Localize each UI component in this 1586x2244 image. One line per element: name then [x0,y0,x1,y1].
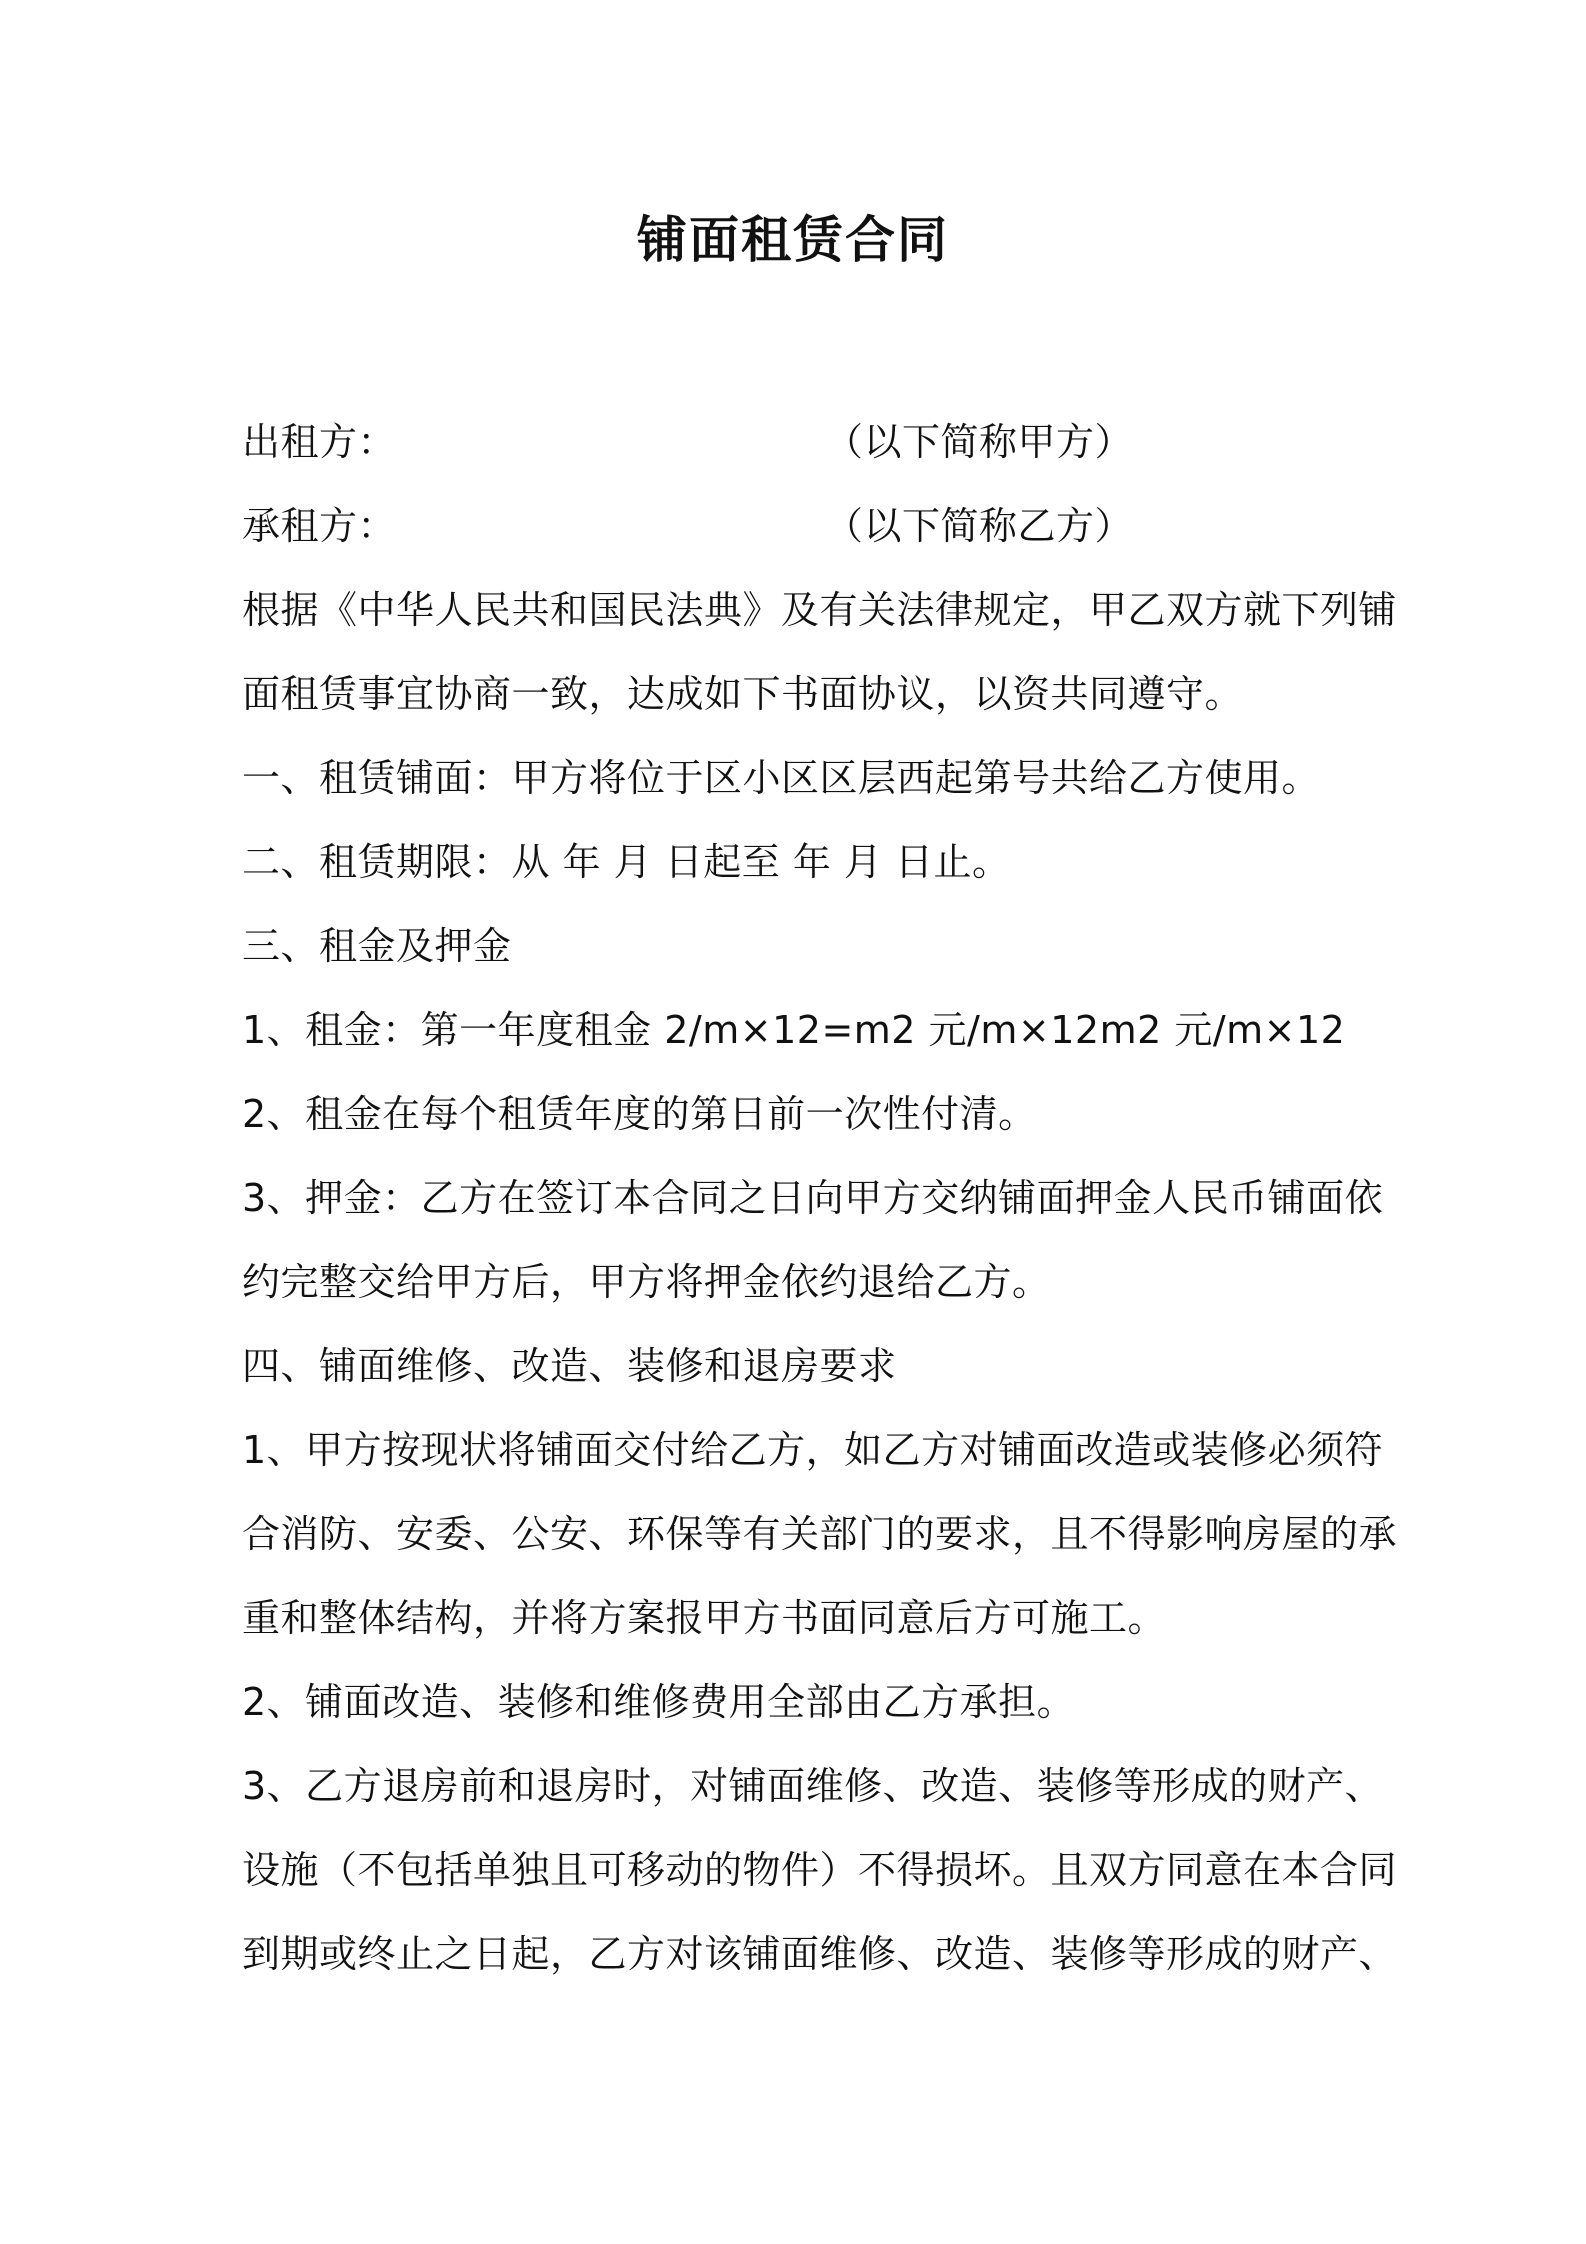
lessee-line [242,484,1362,568]
text-line: 1、租金：第一年度租金 2/m×12=m2 元/m×12m2 元/m×12 [242,1008,1346,1052]
text-line: 合消防、安委、公安、环保等有关部门的要求，且不得影响房屋的承 [242,1512,1398,1556]
lessor-line [242,400,1362,484]
text-line: 根据《中华人民共和国民法典》及有关法律规定，甲乙双方就下列铺 [242,588,1398,632]
text-line: 面租赁事宜协商一致，达成如下书面协议，以资共同遵守。 [242,672,1244,716]
lessor-label: 出租方： [242,420,397,464]
document-title: 铺面租赁合同 [637,211,949,269]
clause-1-heading: 一、租赁铺面：甲方将位于区小区区层西起第号共给乙方使用。 [242,756,1321,800]
clause-4-heading: 四、铺面维修、改造、装修和退房要求 [242,1344,897,1388]
lessee-alias: （以下简称乙方） [825,504,1134,548]
text-line: 重和整体结构，并将方案报甲方书面同意后方可施工。 [242,1596,1167,1640]
document-body [242,400,1398,1996]
text-line: 1、甲方按现状将铺面交付给乙方，如乙方对铺面改造或装修必须符 [242,1428,1384,1472]
text-line: 2、铺面改造、装修和维修费用全部由乙方承担。 [242,1680,1076,1724]
text-line: 3、乙方退房前和退房时，对铺面维修、改造、装修等形成的财产、 [242,1764,1384,1808]
clause-2-heading: 二、租赁期限：从 年 月 日起至 年 月 日止。 [242,840,1011,884]
clause-3-heading: 三、租金及押金 [242,924,512,968]
text-line: 2、租金在每个租赁年度的第日前一次性付清。 [242,1092,1037,1136]
text-line: 到期或终止之日起，乙方对该铺面维修、改造、装修等形成的财产、 [242,1932,1398,1976]
text-line: 设施（不包括单独且可移动的物件）不得损坏。且双方同意在本合同 [242,1848,1398,1892]
lessor-alias: （以下简称甲方） [825,420,1134,464]
text-line: 约完整交给甲方后，甲方将押金依约退给乙方。 [242,1260,1051,1304]
lessee-label: 承租方： [242,504,397,548]
text-line: 3、押金：乙方在签订本合同之日向甲方交纳铺面押金人民币铺面依 [242,1176,1384,1220]
